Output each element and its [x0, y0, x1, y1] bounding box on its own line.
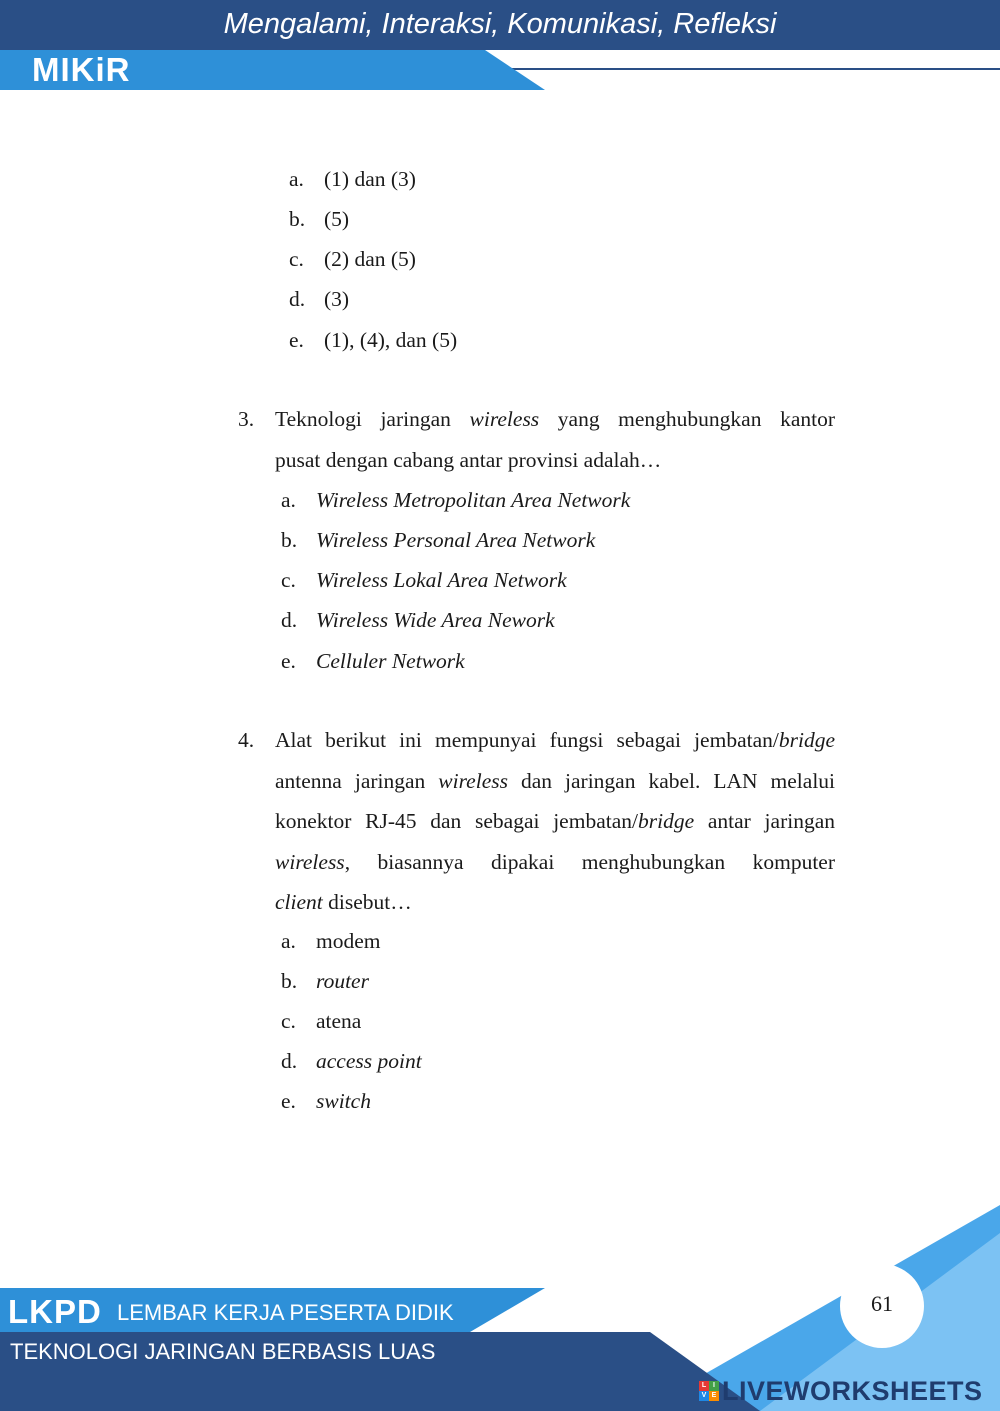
q3-text-italic: wireless — [469, 407, 540, 431]
option-text: (1), (4), dan (5) — [324, 328, 458, 352]
option-text: (5) — [324, 207, 350, 231]
q3-text-before: Teknologi jaringan — [275, 407, 451, 431]
liveworksheets-logo[interactable] — [699, 1374, 983, 1408]
q4-line3-rest: antar jaringan — [707, 809, 835, 833]
option-text: (2) dan (5) — [324, 247, 416, 271]
logo-letter: V — [699, 1391, 709, 1401]
logo-letter: E — [709, 1391, 719, 1401]
logo-letter: I — [709, 1381, 719, 1391]
q3-text-after: yang menghubungkan kantor — [557, 407, 835, 431]
option-text: atena — [316, 1009, 362, 1033]
q4-line1-text: Alat berikut ini mempunyai fungsi sebagai jembatan/ — [275, 728, 779, 752]
option-letter: e. — [289, 328, 304, 352]
option-letter: b. — [289, 207, 306, 231]
option-text: access point — [316, 1049, 422, 1073]
q4-line2-text: antenna jaringan — [275, 768, 426, 793]
option-letter: d. — [281, 1049, 298, 1073]
option-text: Wireless Metropolitan Area Network — [316, 488, 631, 512]
option-letter: d. — [281, 608, 298, 632]
option-text: Wireless Lokal Area Network — [316, 568, 567, 592]
option-letter: c. — [281, 1009, 296, 1033]
q4-line1-italic: bridge — [778, 728, 835, 752]
option-letter: c. — [289, 247, 304, 271]
option-letter: a. — [289, 167, 304, 191]
option-text: Wireless Personal Area Network — [316, 528, 596, 552]
option-letter: e. — [281, 649, 296, 673]
question-text — [275, 399, 835, 480]
q4-line5-rest: disebut… — [328, 890, 412, 914]
logo-letter: L — [699, 1381, 709, 1391]
q4-line4-italic: wireless — [275, 849, 345, 874]
option-letter: c. — [281, 568, 296, 592]
q4-line5-italic: client — [275, 890, 323, 914]
section-title: MIKiR — [32, 51, 131, 88]
option-letter: b. — [281, 969, 298, 993]
option-text: switch — [316, 1089, 371, 1113]
question-text — [275, 720, 835, 923]
q4-line4-rest: , biasannya dipakai menghubungkan komputer — [344, 849, 835, 874]
question-number: 4. — [238, 728, 255, 752]
option-text: modem — [316, 929, 381, 953]
liveworksheets-text: LIVEWORKSHEETS — [722, 1376, 983, 1406]
option-letter: d. — [289, 287, 306, 311]
q3-text-line2: pusat dengan cabang antar provinsi adalah… — [275, 447, 662, 472]
q4-line2-italic: wireless — [438, 768, 508, 793]
q4-line3-text: konektor RJ-45 dan sebagai jembatan/ — [275, 809, 638, 833]
option-text: Wireless Wide Area Nework — [316, 608, 555, 632]
q4-line3-italic: bridge — [637, 809, 695, 833]
page-number: 61 — [871, 1291, 893, 1316]
option-text: Celluler Network — [316, 649, 465, 673]
q4-line2-rest: dan jaringan kabel. LAN melalui — [520, 768, 836, 793]
liveworksheets-icon — [699, 1381, 719, 1401]
footer-lkpd: LKPD — [8, 1293, 102, 1330]
header-title: Mengalami, Interaksi, Komunikasi, Refleksi — [223, 8, 777, 40]
option-letter: a. — [281, 488, 296, 512]
footer-lkpd-full: LEMBAR KERJA PESERTA DIDIK — [117, 1300, 454, 1325]
option-text: (3) — [324, 287, 350, 311]
option-text: (1) dan (3) — [324, 167, 416, 191]
option-text: router — [316, 969, 369, 993]
option-letter: a. — [281, 929, 296, 953]
question-number: 3. — [238, 407, 255, 431]
option-letter: e. — [281, 1089, 296, 1113]
footer-subject: TEKNOLOGI JARINGAN BERBASIS LUAS — [10, 1339, 436, 1364]
option-letter: b. — [281, 528, 298, 552]
